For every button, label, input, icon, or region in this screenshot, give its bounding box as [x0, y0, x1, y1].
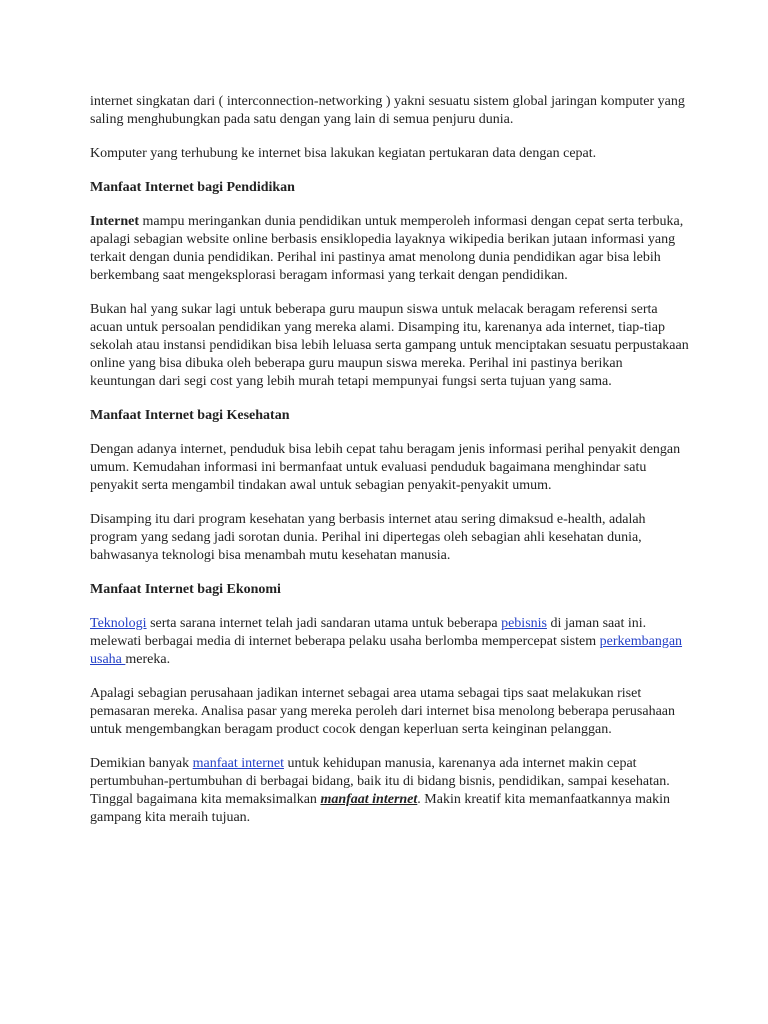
intro-paragraph-1: internet singkatan dari ( interconnection-networking ) yakni sesuatu sistem global jaringan komputer yang saling menghubungkan pada satu dengan yang lain di semua penjuru dunia. [90, 94, 685, 127]
internet-bold-term: Internet [90, 214, 139, 229]
ekonomi-text-1: serta sarana internet telah jadi sandaran utama untuk beberapa [146, 616, 502, 631]
link-manfaat-internet[interactable]: manfaat internet [192, 756, 284, 771]
ekonomi-paragraph-2: Apalagi sebagian perusahaan jadikan internet sebagai area utama sebagai tips saat melakukan riset pemasaran mereka. Analisa pasar yang mereka peroleh dari internet bisa menolong beberapa perusahaan untuk mengembangkan beragam product cocok dengan keperluan serta keinginan pelanggan. [90, 686, 676, 737]
heading-kesehatan: Manfaat Internet bagi Kesehatan [90, 408, 290, 423]
closing-text-3: . Makin kreatif kita memanfaatkannya makin gampang kita meraih tujuan. [90, 792, 670, 825]
link-teknologi[interactable]: Teknologi [90, 616, 147, 631]
heading-pendidikan: Manfaat Internet bagi Pendidikan [90, 180, 295, 195]
ekonomi-text-3: mereka. [125, 652, 171, 667]
pendidikan-paragraph-1 [90, 213, 690, 285]
pendidikan-paragraph-1-text: mampu meringankan dunia pendidikan untuk memperoleh informasi dengan cepat serta terbuka, apalagi sebagian website online berbasis ensiklopedia layaknya wikipedia berikan jutaan informasi yang terkait dengan dunia pendidikan. Perihal ini pastinya amat menolong dunia pendidikan agar bisa lebih berkembang saat mengeksplorasi beragam informasi yang terkait dengan pendidikan. [90, 214, 684, 283]
link-pebisnis[interactable]: pebisnis [501, 616, 547, 631]
pendidikan-paragraph-2: Bukan hal yang sukar lagi untuk beberapa guru maupun siswa untuk melacak beragam referensi serta acuan untuk persoalan pendidikan yang mereka alami. Disamping itu, karenanya ada internet, tiap-tiap sekolah atau instansi pendidikan bisa lebih leluasa serta gampang untuk menciptakan sesuatu perpustakaan online yang bisa dibuka oleh beberapa guru maupun siswa mereka. Perihal ini pastinya berikan keuntungan dari segi cost yang lebih murah tetapi mempunyai fungsi serta tujuan yang sama. [90, 302, 689, 389]
closing-text-1: Demikian banyak [90, 756, 193, 771]
link-perkembangan-usaha[interactable]: perkembangan usaha [90, 634, 683, 667]
emphasis-manfaat-internet: manfaat internet [320, 792, 418, 807]
closing-text-2: untuk kehidupan manusia, karenanya ada internet makin cepat pertumbuhan-pertumbuhan di berbagai bidang, baik itu di bidang bisnis, pendidikan, sampai kesehatan. Tinggal bagaimana kita memaksimalkan [90, 756, 670, 807]
kesehatan-paragraph-1: Dengan adanya internet, penduduk bisa lebih cepat tahu beragam jenis informasi perihal penyakit dengan umum. Kemudahan informasi ini bermanfaat untuk evaluasi penduduk bagaimana menghindar satu penyakit serta mengambil tindakan awal untuk sebagian penyakit-penyakit umum. [90, 442, 681, 493]
document-body [90, 93, 690, 843]
kesehatan-paragraph-2: Disamping itu dari program kesehatan yang berbasis internet atau sering dimaksud e-health, adalah program yang sedang jadi sorotan dunia. Perihal ini dipertegas oleh sebagian ahli kesehatan dunia, bahwasanya teknologi bisa menambah mutu kesehatan manusia. [90, 512, 646, 563]
ekonomi-paragraph-1 [90, 615, 690, 669]
heading-ekonomi: Manfaat Internet bagi Ekonomi [90, 582, 281, 597]
closing-paragraph [90, 755, 690, 827]
ekonomi-text-2: di jaman saat ini. melewati berbagai media di internet beberapa pelaku usaha berlomba mempercepat sistem [90, 616, 647, 649]
intro-paragraph-2: Komputer yang terhubung ke internet bisa lakukan kegiatan pertukaran data dengan cepat. [90, 146, 597, 161]
